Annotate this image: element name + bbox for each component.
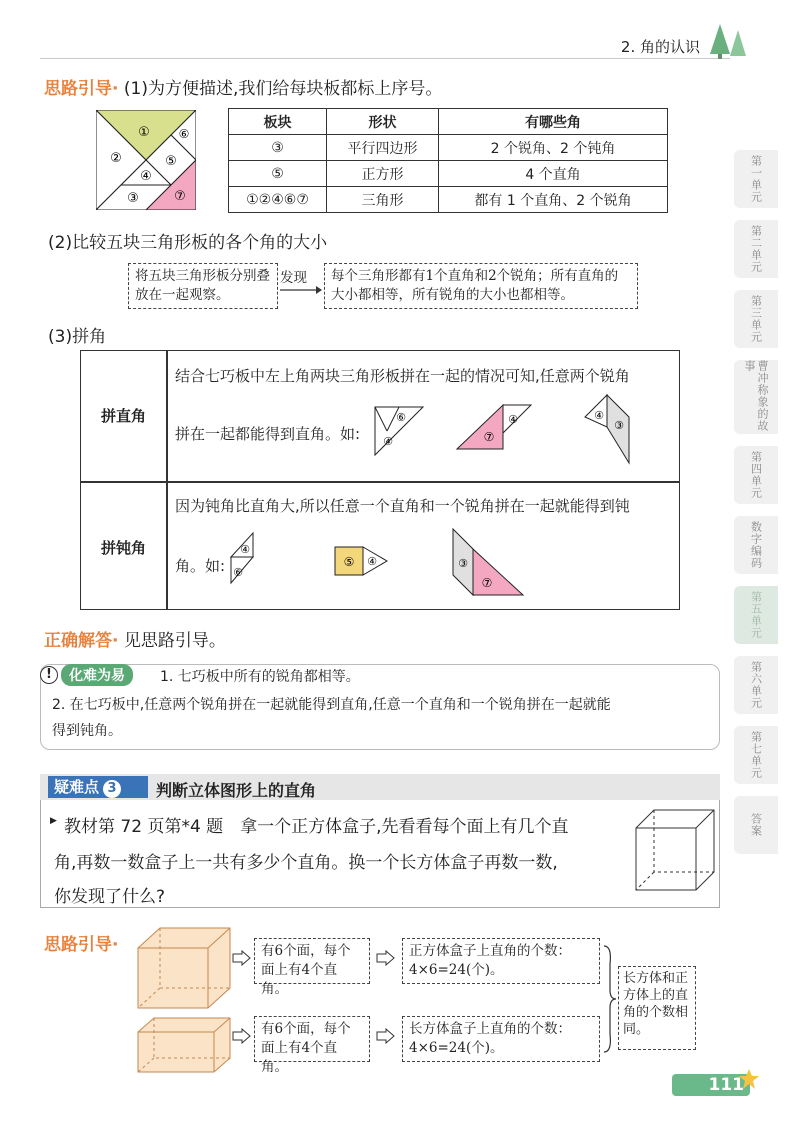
table-row [229, 187, 668, 213]
table-header: 形状 [327, 109, 439, 135]
table-cell: 都有 1 个直角、2 个锐角 [439, 187, 668, 213]
table-row [229, 161, 668, 187]
table-cell: 三角形 [327, 187, 439, 213]
row-label-right-angle: 拼直角 [100, 407, 146, 425]
fig-label: ③ [458, 557, 468, 570]
table-column-divider [166, 351, 168, 609]
right-angle-figure-1 [373, 405, 425, 457]
fig-label: ⑦ [483, 430, 495, 444]
fig-label: ④ [240, 543, 250, 556]
guide-intro: (1)为方便描述,我们给每块板都标上序号。 [123, 79, 443, 99]
hint-line-3: 得到钝角。 [52, 723, 122, 739]
correct-answer-line: 正确解答· 见思路引导。 [44, 631, 226, 651]
section-title: 判断立体图形上的直角 [156, 781, 317, 800]
cube-box-figure [136, 926, 232, 1010]
row-label-obtuse-angle: 拼钝角 [100, 539, 146, 557]
hint-line-2: 2. 在七巧板中,任意两个锐角拼在一起就能得到直角,任意一个直角和一个锐角拼在一起就能 [52, 697, 611, 713]
obtuse-angle-figure-1 [227, 531, 257, 585]
guide-heading-1: 思路引导· (1)为方便描述,我们给每块板都标上序号。 [44, 79, 443, 99]
side-tab-answers[interactable]: 答案 [734, 796, 778, 854]
problem-line-1: 教材第 72 页第*4 题 拿一个正方体盒子,先看看每个面上有几个直 [64, 817, 569, 837]
row1-text-a: 结合七巧板中左上角两块三角形板拼在一起的情况可知,任意两个锐角 [175, 367, 630, 385]
cube-faces-box: 有6个面，每个面上有4个直角。 [254, 938, 370, 984]
exclamation-icon: ! [40, 666, 58, 684]
tangram-label-5: ⑤ [165, 154, 177, 169]
row1-text-b: 拼在一起都能得到直角。如: [175, 425, 361, 443]
conclusion-box: 长方体和正方体上的直角的个数相同。 [618, 966, 696, 1050]
right-angle-figure-2 [455, 403, 535, 453]
table-cell: 平行四边形 [327, 135, 439, 161]
obtuse-angle-figure-3 [451, 527, 527, 597]
cube-count-box: 正方体盒子上直角的个数：4×6=24(个)。 [402, 938, 600, 984]
arrow-right-icon [280, 284, 322, 296]
star-icon [738, 1068, 760, 1090]
right-angle-figure-3 [581, 393, 635, 467]
row2-text-b: 角。如: [175, 557, 226, 575]
page-number: 111 [672, 1074, 750, 1096]
table-cell: 正方形 [327, 161, 439, 187]
fig-label: ⑤ [343, 555, 355, 569]
side-tab-story[interactable]: 曹冲称象的故事 [734, 360, 778, 434]
triangle-bullet-icon: ▶ [50, 816, 57, 826]
arrow-label: 发现 [280, 270, 307, 286]
fig-label: ④ [594, 409, 604, 422]
obtuse-angle-figure-2 [333, 545, 389, 577]
hint-line-1: 1. 七巧板中所有的锐角都相等。 [160, 669, 360, 685]
angle-combination-table [80, 350, 680, 610]
tangram-label-3: ③ [127, 191, 139, 206]
problem-line-2: 角,再数一数盒子上一共有多少个直角。换一个长方体盒子再数一数, [54, 853, 558, 873]
table-cell: 2 个锐角、2 个钝角 [439, 135, 668, 161]
table-header: 有哪些角 [439, 109, 668, 135]
tangram-figure [96, 110, 196, 210]
side-tab-unit-4[interactable]: 第四单元 [734, 446, 778, 504]
table-cell: ⑤ [229, 161, 327, 187]
header-divider [40, 58, 730, 59]
table-cell: ③ [229, 135, 327, 161]
side-tab-unit-2[interactable]: 第二单元 [734, 220, 778, 278]
fig-label: ③ [614, 419, 624, 432]
table-row-divider [81, 481, 679, 483]
tangram-label-1: ① [138, 125, 150, 140]
problem-line-3: 你发现了什么? [54, 887, 166, 907]
hint-badge [40, 664, 133, 686]
tangram-label-2: ② [110, 151, 122, 166]
cuboid-faces-box: 有6个面，每个面上有4个直角。 [254, 1016, 370, 1062]
hollow-arrow-icon [376, 1028, 396, 1044]
cuboid-box-figure [136, 1016, 232, 1074]
answer-text: 见思路引导。 [123, 631, 226, 651]
hollow-arrow-icon [376, 950, 396, 966]
table-row [229, 135, 668, 161]
tree-icon [706, 20, 756, 60]
chapter-side-tabs [734, 150, 778, 866]
part3-title: (3)拼角 [48, 327, 107, 347]
finding-box: 每个三角形都有1个直角和2个锐角；所有直角的大小都相等，所有锐角的大小也都相等。 [324, 263, 638, 309]
side-tab-unit-3[interactable]: 第三单元 [734, 290, 778, 348]
fig-label: ④ [383, 435, 393, 448]
hint-badge-label: 化难为易 [61, 664, 133, 686]
tangram-label-4: ④ [140, 169, 152, 184]
fig-label: ⑦ [481, 576, 493, 590]
side-tab-unit-7[interactable]: 第七单元 [734, 726, 778, 784]
side-tab-unit-1[interactable]: 第一单元 [734, 150, 778, 208]
fig-label: ④ [508, 413, 518, 426]
table-cell: 4 个直角 [439, 161, 668, 187]
tangram-label-7: ⑦ [174, 189, 186, 204]
part2-title: (2)比较五块三角形板的各个角的大小 [48, 233, 328, 253]
cube-figure [634, 808, 716, 894]
cuboid-count-box: 长方体盒子上直角的个数：4×6=24(个)。 [402, 1016, 600, 1062]
section-number-badge: 3 [103, 780, 121, 798]
tangram-label-6: ⑥ [178, 127, 190, 141]
right-brace-icon [602, 944, 618, 1054]
section-tag: 疑难点 3 [48, 776, 148, 798]
table-cell: ①②④⑥⑦ [229, 187, 327, 213]
hollow-arrow-icon [232, 1028, 252, 1044]
shape-property-table [228, 108, 668, 213]
table-header: 板块 [229, 109, 327, 135]
side-tab-unit-6[interactable]: 第六单元 [734, 656, 778, 714]
side-tab-unit-5[interactable]: 第五单元 [734, 586, 778, 644]
row2-text-a: 因为钝角比直角大,所以任意一个直角和一个锐角拼在一起就能得到钝 [175, 497, 630, 515]
fig-label: ⑥ [233, 566, 243, 579]
observation-box: 将五块三角形板分别叠放在一起观察。 [128, 263, 278, 309]
page-header-title: 2. 角的认识 [620, 38, 700, 56]
fig-label: ④ [367, 555, 377, 568]
side-tab-digit-code[interactable]: 数字编码 [734, 516, 778, 574]
fig-label: ⑥ [396, 411, 406, 424]
hollow-arrow-icon [232, 950, 252, 966]
guide-heading-2: 思路引导· [44, 935, 119, 955]
